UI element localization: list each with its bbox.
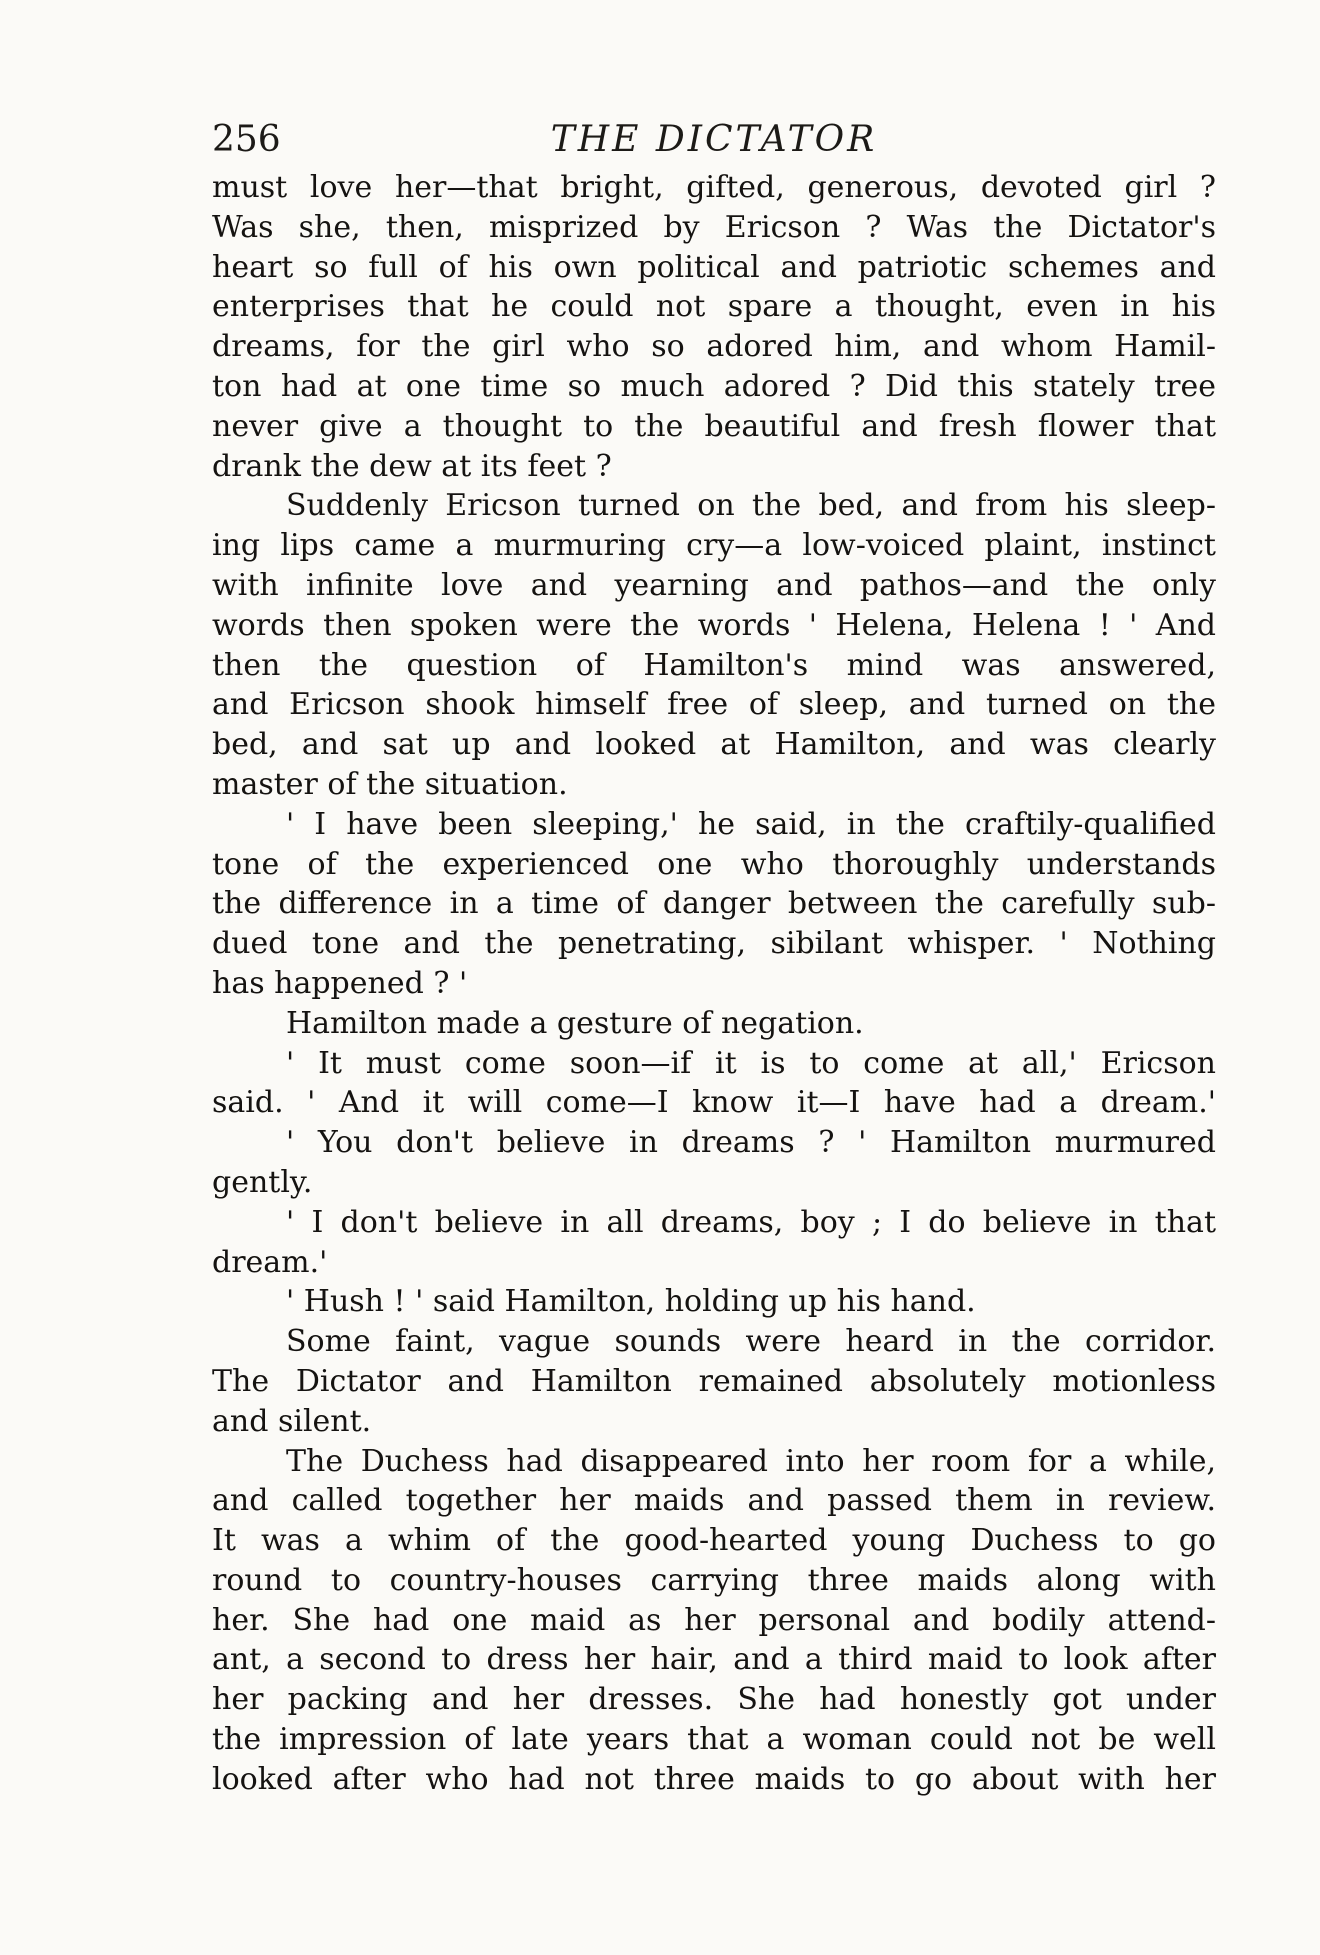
text-line: and called together her maids and passed them in review.	[212, 1483, 1216, 1519]
text-line: Some faint, vague sounds were heard in the corridor.	[286, 1324, 1216, 1360]
text-line: The Dictator and Hamilton remained absolutely motionless	[212, 1363, 1216, 1399]
text-line: ton had at one time so much adored ? Did this stately tree	[212, 368, 1216, 404]
text-line: Was she, then, misprized by Ericson ? Was the Dictator's	[212, 209, 1216, 245]
text-line: looked after who had not three maids to go about with her	[212, 1761, 1216, 1797]
text-line: said. ' And it will come—I know it—I have had a dream.'	[212, 1085, 1216, 1121]
text-line: ' You don't believe in dreams ? ' Hamilton murmured	[286, 1125, 1216, 1161]
text-line: dreams, for the girl who so adored him, and whom Hamil-	[212, 329, 1216, 365]
text-line: dued tone and the penetrating, sibilant whisper. ' Nothing	[212, 926, 1216, 962]
text-line: master of the situation.	[212, 766, 568, 802]
text-line: her. She had one maid as her personal and bodily attend-	[212, 1602, 1216, 1638]
text-line: enterprises that he could not spare a thought, even in his	[212, 289, 1216, 325]
text-line: ' It must come soon—if it is to come at all,' Ericson	[286, 1045, 1216, 1081]
text-line: dream.'	[212, 1244, 328, 1280]
text-line: Hamilton made a gesture of negation.	[286, 1005, 864, 1041]
text-line: with infinite love and yearning and pathos—and the only	[212, 567, 1216, 603]
text-line: It was a whim of the good-hearted young Duchess to go	[212, 1523, 1216, 1559]
body-text	[212, 168, 1216, 1800]
text-line: words then spoken were the words ' Helena, Helena ! ' And	[212, 607, 1216, 643]
text-line: ' I don't believe in all dreams, boy ; I do believe in that	[286, 1204, 1216, 1240]
text-line: must love her—that bright, gifted, generous, devoted girl ?	[212, 170, 1216, 205]
page-header	[212, 112, 1216, 168]
text-line: round to country-houses carrying three maids along with	[212, 1562, 1216, 1598]
text-line: never give a thought to the beautiful and fresh flower that	[212, 408, 1216, 444]
running-title: THE DICTATOR	[550, 119, 878, 160]
text-line: heart so full of his own political and patriotic schemes and	[212, 249, 1216, 285]
text-line: then the question of Hamilton's mind was answered,	[212, 647, 1216, 683]
text-line: her packing and her dresses. She had honestly got under	[212, 1682, 1216, 1718]
text-line: ing lips came a murmuring cry—a low-voiced plaint, instinct	[212, 528, 1216, 564]
page-number: 256	[212, 119, 281, 160]
text-line: Suddenly Ericson turned on the bed, and from his sleep-	[286, 488, 1216, 524]
text-line: and silent.	[212, 1403, 372, 1439]
text-line: ant, a second to dress her hair, and a third maid to look after	[212, 1642, 1216, 1678]
text-line: ' Hush ! ' said Hamilton, holding up his hand.	[286, 1284, 976, 1320]
text-line: drank the dew at its feet ?	[212, 448, 612, 484]
text-line: the impression of late years that a woman could not be well	[212, 1722, 1216, 1758]
text-line: gently.	[212, 1164, 313, 1200]
text-line: tone of the experienced one who thoroughly understands	[212, 846, 1216, 882]
text-line: has happened ? '	[212, 965, 468, 1001]
text-line: ' I have been sleeping,' he said, in the craftily-qualified	[286, 806, 1216, 842]
text-line: the difference in a time of danger between the carefully sub-	[212, 886, 1216, 922]
text-line: bed, and sat up and looked at Hamilton, and was clearly	[212, 727, 1216, 763]
text-line: and Ericson shook himself free of sleep, and turned on the	[212, 687, 1216, 723]
text-line: The Duchess had disappeared into her room for a while,	[286, 1443, 1216, 1479]
